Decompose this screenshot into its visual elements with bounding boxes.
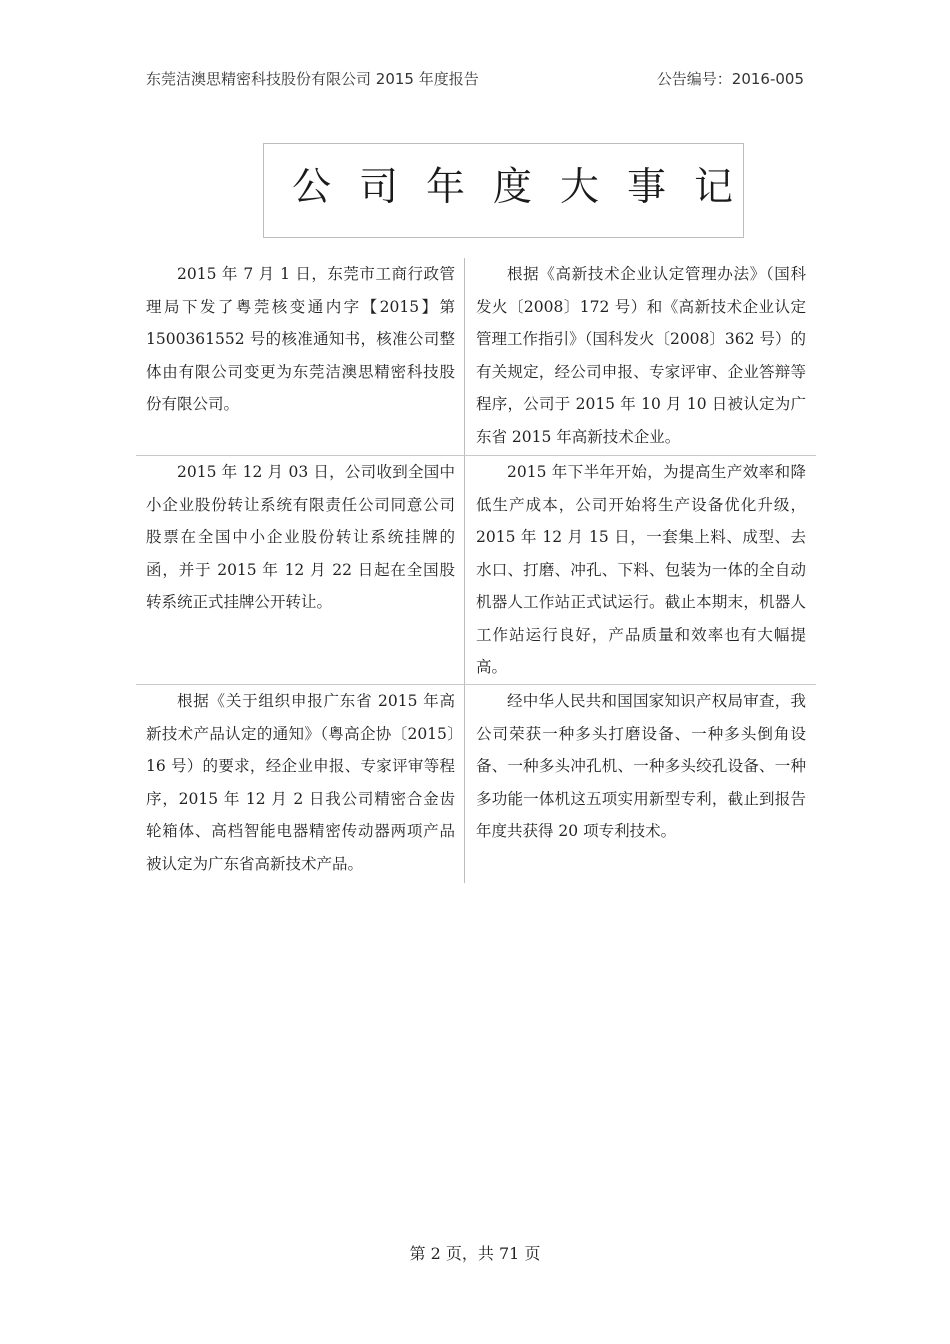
event-neeq-listing: 2015 年 12 月 03 日，公司收到全国中小企业股份转让系统有限责任公司同意公司股票在全国中小企业股份转让系统挂牌的函，并于 2015 年 12 月 22 日起在全国股转系统正式挂牌公开转让。 — [136, 456, 465, 684]
title-box — [263, 143, 762, 238]
page-number: 第 2 页，共 71 页 — [409, 1244, 541, 1263]
event-robot-workstation: 2015 年下半年开始，为提高生产效率和降低生产成本，公司开始将生产设备优化升级，2015 年 12 月 15 日，一套集上料、成型、去水口、打磨、冲孔、下料、包装为一体的全自动机器人工作站正式试运行。截止本期末，机器人工作站运行良好，产品质量和效率也有大幅提高。 — [476, 463, 806, 676]
event-row-2 — [136, 455, 816, 684]
event-restructuring: 2015 年 7 月 1 日，东莞市工商行政管理局下发了粤莞核变通内字【2015】第 1500361552 号的核准通知书，核准公司整体由有限公司变更为东莞洁澳思精密科技股份有限公司。 — [136, 258, 465, 455]
event-row-3 — [136, 684, 816, 883]
report-title-header: 东莞洁澳思精密科技股份有限公司 2015 年度报告 — [146, 70, 479, 88]
event-high-tech-products: 根据《关于组织申报广东省 2015 年高新技术产品认定的通知》（粤高企协〔2015〕16 号）的要求，经企业申报、专家评审等程序，2015 年 12 月 2 日我公司精密合金齿轮箱体、高档智能电器精密传动器两项产品被认定为广东省高新技术产品。 — [136, 685, 465, 883]
announcement-number: 公告编号：2016-005 — [656, 70, 804, 88]
event-high-tech-enterprise: 根据《高新技术企业认定管理办法》（国科发火〔2008〕172 号）和《高新技术企业认定管理工作指引》（国科发火〔2008〕362 号）的有关规定，经公司申报、专家评审、企业答辩等程序，公司于 2015 年 10 月 10 日被认定为广东省 2015 年高新技术企业。 — [476, 265, 806, 446]
event-patents: 经中华人民共和国国家知识产权局审查，我公司荣获一种多头打磨设备、一种多头倒角设备、一种多头冲孔机、一种多头绞孔设备、一种多功能一体机这五项实用新型专利，截止到报告年度共获得 20 项专利技术。 — [476, 692, 806, 840]
events-grid — [136, 258, 816, 883]
page-title: 公司年度大事记 — [292, 165, 762, 210]
event-row-1 — [136, 258, 816, 455]
